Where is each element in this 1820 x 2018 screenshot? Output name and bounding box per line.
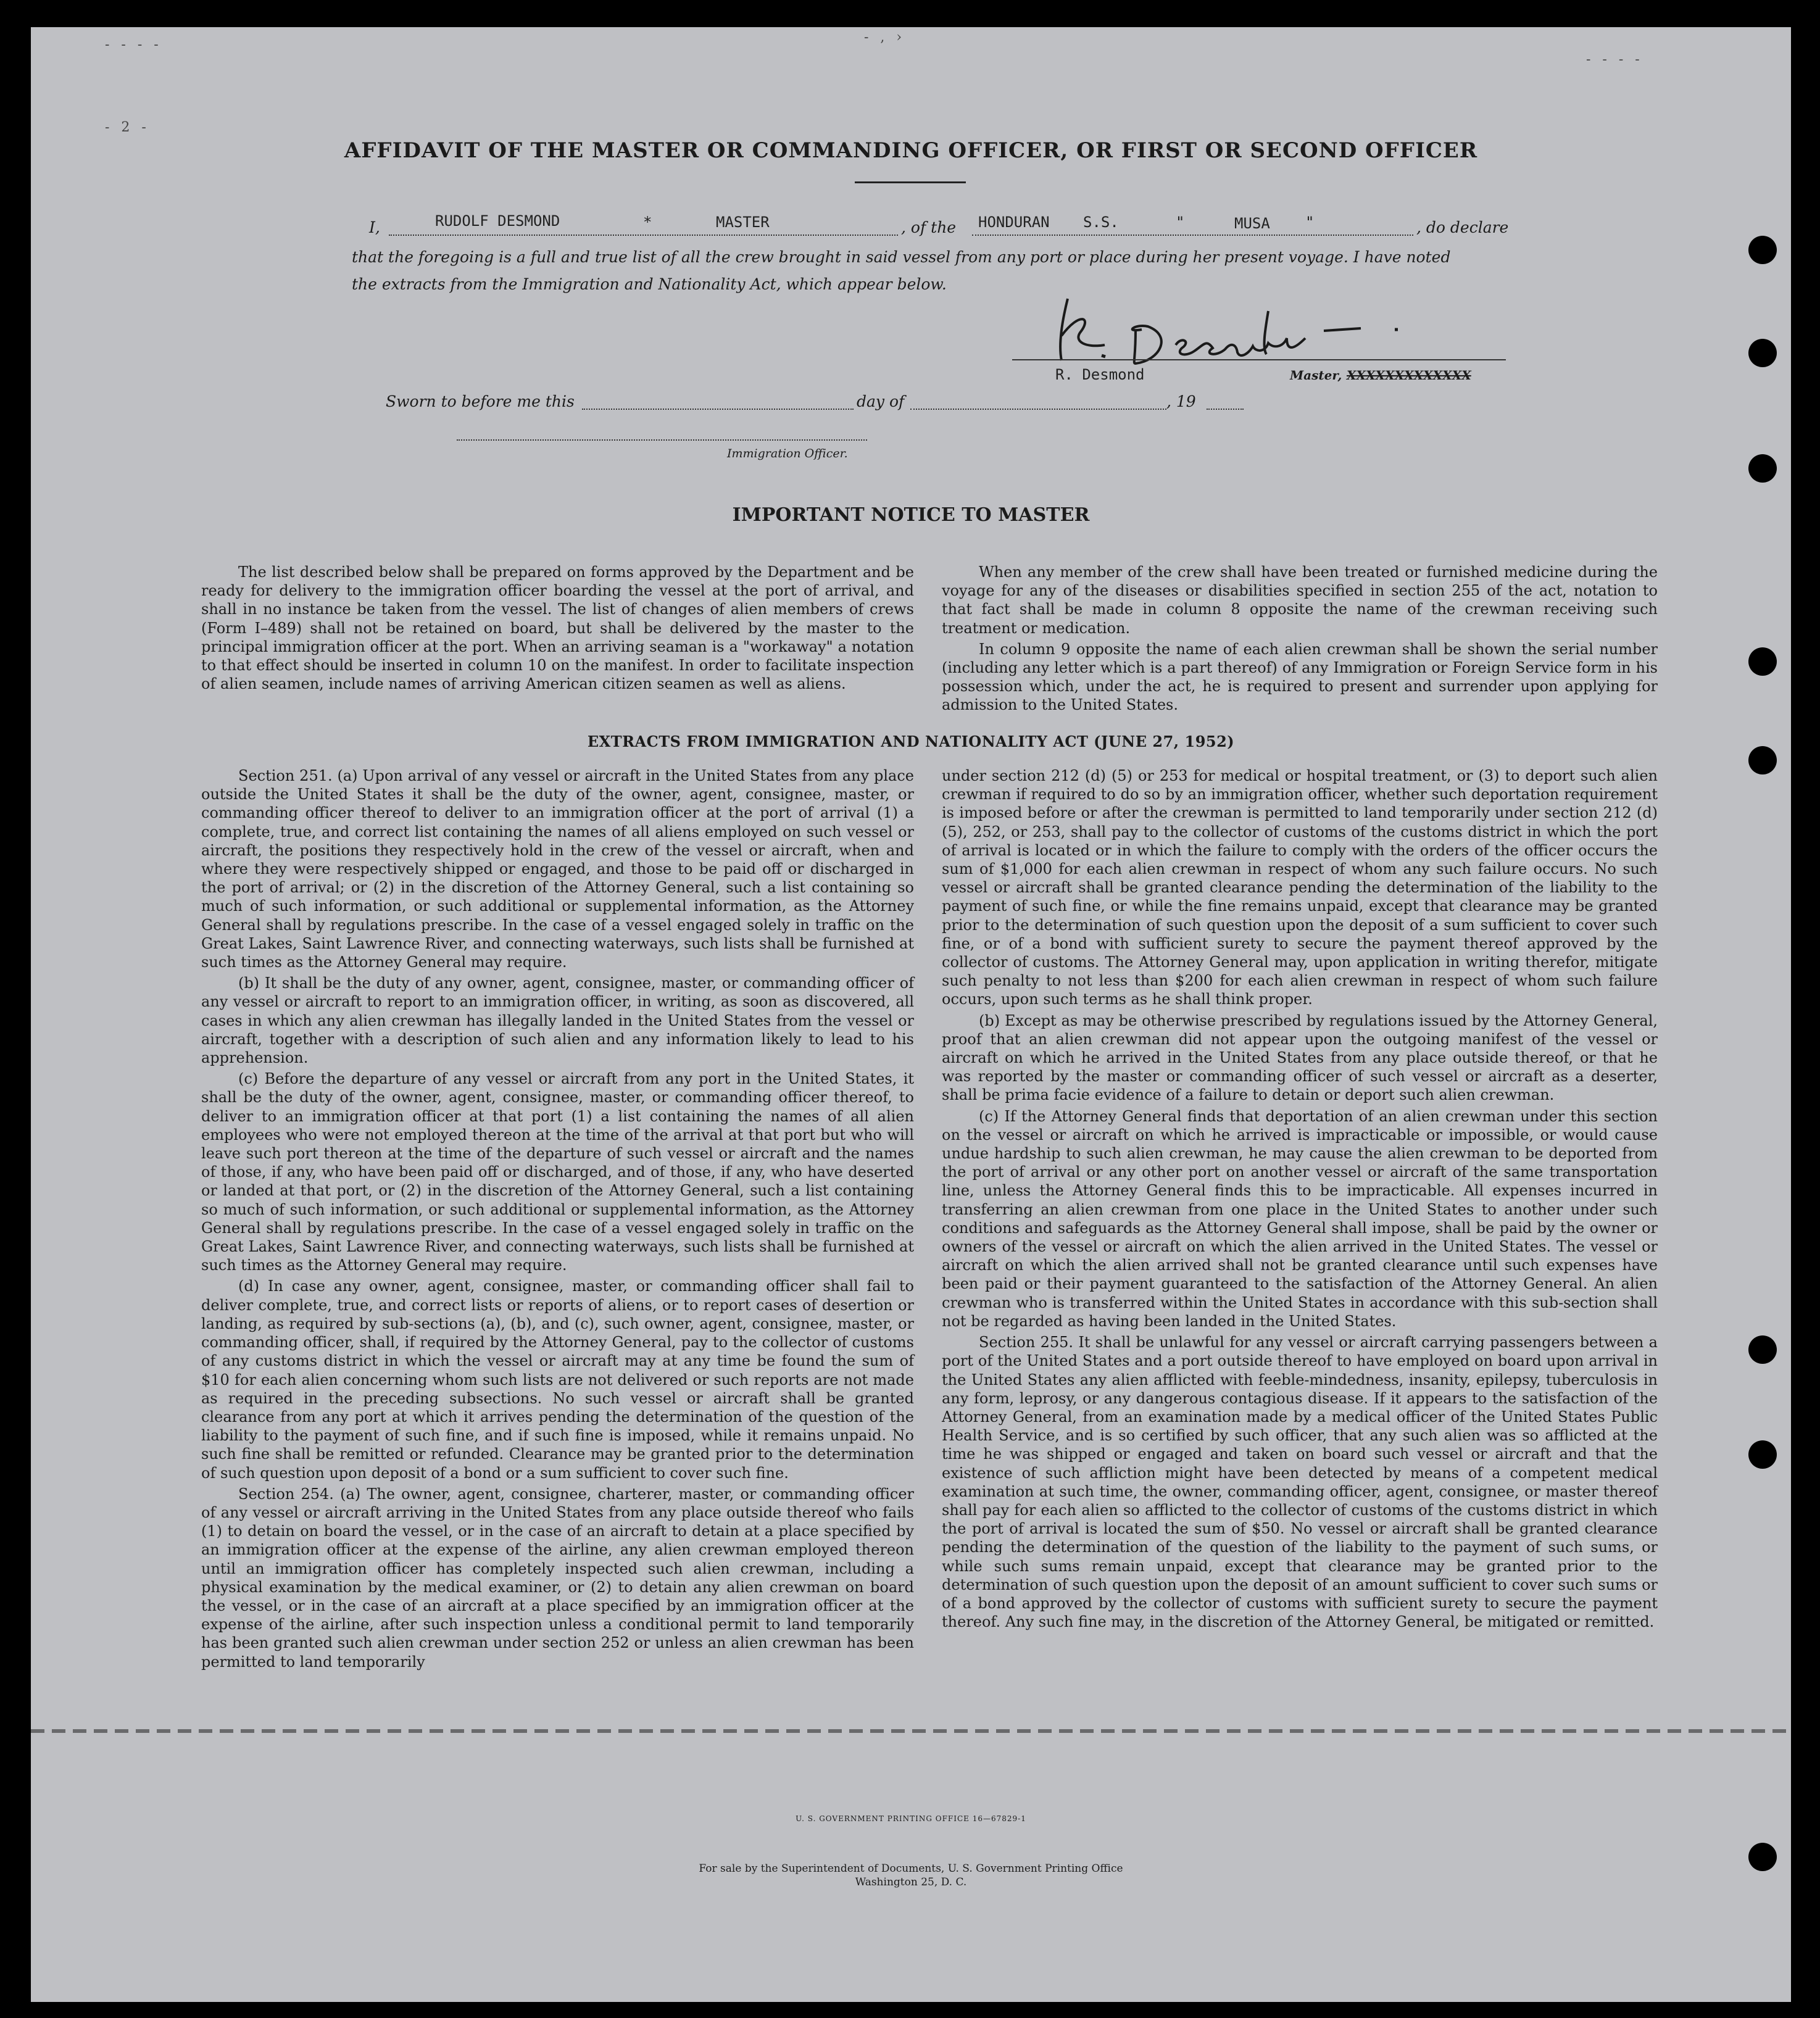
extract-para: Section 255. It shall be unlawful for any vessel or aircraft carrying passengers between a port of the United States and a port outside thereof to have employed on board upon arrival in the United States any alien afflicted with feeble-mindedness, insanity, epilepsy, tuberculosis in any form, leprosy, or any dangerous contagious disease. If it appears to the satisfaction of the Attorney General, from an examination made by a medical officer of the United States Public Health Service, and is so certified by such officer, that any such alien was so afflicted at the time he was shipped or engaged and taken on board such vessel or aircraft and that the existence of such affliction might have been detected by means of a competent medical examination at such time, the owner, commanding officer, agent, consignee, or master thereof shall pay for each alien so afflicted to the collector of customs of the customs district in which the port of arrival is located the sum of $50. No vessel or aircraft shall be granted clearance pending the determination of the question of the liability to the payment of such sums, or while such sums remain unpaid, except that clearance may be granted prior to the determination of such question upon the deposit of an amount sufficient to cover such sums or of a bond approved by the collector of customs with sufficient surety to secure the payment thereof. Any such fine may, in the discretion of the Attorney General, be mitigated or remitted. xyxy=(942,1334,1658,1631)
punch-hole xyxy=(1748,236,1777,264)
decl-i: I, xyxy=(369,218,380,236)
day-of-label: day of xyxy=(857,392,905,410)
extract-para: Section 251. (a) Upon arrival of any vessel or aircraft in the United States from any place outside the United States it shall be the duty of the owner, agent, consignee, master, or commanding officer thereof to deliver to an immigration officer at the port of arrival (1) a complete, true, and correct list containing the names of all aliens employed on such vessel or aircraft, the positions they respectively hold in the crew of the vessel or aircraft, when and where they were respectively shipped or engaged, and those to be paid off or discharged in the port of arrival; or (2) in the discretion of the Attorney General, such a list containing so much of such information, or such additional or supplemental information, as the Attorney General shall by regulations prescribe. In the case of a vessel engaged solely in traffic on the Great Lakes, Saint Lawrence River, and connecting waterways, such lists shall be furnished at such times as the Attorney General may require. xyxy=(201,767,914,971)
extract-para: (c) If the Attorney General finds that deportation of an alien crewman under this section on the vessel or aircraft on which he arrived is impracticable or impossible, or would cause undue hardship to such alien crewman, he may cause the alien crewman to be deported from the port of arrival or any other port on another vessel or aircraft of the same transportation line, unless the Attorney General finds this to be impracticable. All expenses incurred in transferring an alien crewman from one place in the United States to another under such conditions and safeguards as the Attorney General shall impose, shall be paid by the owner or owners of the vessel or aircraft on which the alien arrived in the United States. The vessel or aircraft on which the alien arrived shall not be granted clearance until such expenses have been paid or their payment guaranteed to the satisfaction of the Attorney General. An alien crewman who is transferred within the United States in accordance with this sub-section shall not be regarded as having been landed in the United States. xyxy=(942,1107,1658,1330)
extract-para: under section 212 (d) (5) or 253 for medical or hospital treatment, or (3) to deport such alien crewman if required to do so by an immigration officer, whether such deportation requirement is imposed before or after the crewman is permitted to land temporarily under section 212 (d) (5), 252, or 253, shall pay to the collector of customs of the customs district in which the port of arrival is located or in which the failure to comply with the orders of the officer occurs the sum of $1,000 for each alien crewman in respect of whom any such failure occurs. No such vessel or aircraft shall be granted clearance pending the determination of the liability to the payment of such fine, or while the fine remains unpaid, except that clearance may be granted prior to the determination of such question upon the deposit of a sum sufficient to cover such fine, or of a bond with sufficient surety to secure the payment thereof approved by the collector of customs. The Attorney General may, upon application in writing therefor, mitigate such penalty to not less than $200 for each alien crewman in respect of whom such failure occurs, upon such terms as he shall think proper. xyxy=(942,767,1658,1008)
star-mark: * xyxy=(643,214,652,231)
extracts-left-column xyxy=(201,766,914,1674)
extract-para: (b) Except as may be otherwise prescribed by regulations issued by the Attorney General, proof that an alien crewman did not appear upon the outgoing manifest of the vessel or aircraft on which he arrived in the United States from any place outside thereof, or that he was reported by the master or commanding officer of such vessel or aircraft as a deserter, shall be prima facie evidence of a failure to detain or deport such alien crewman. xyxy=(942,1011,1658,1104)
vessel-type: S.S. xyxy=(1083,214,1119,231)
punch-hole xyxy=(1748,454,1777,483)
extract-para: (c) Before the departure of any vessel or aircraft from any port in the United States, it shall be the duty of the owner, agent, consignee, master, or commanding officer thereof, to deliver to an immigration officer at that port (1) a list containing the names of all alien employees who were not employed thereon at the time of the arrival at that port but who will leave such port thereon at the time of the departure of such vessel or aircraft and the names of those, if any, who have been paid off or discharged, and of those, if any, who have deserted or landed at that port, or (2) in the discretion of the Attorney General, such a list containing so much of such information, or such additional or supplemental information, as the Attorney General shall by regulations prescribe. In the case of a vessel engaged solely in traffic on the Great Lakes, Saint Lawrence River, and connecting waterways, such lists shall be furnished at such times as the Attorney General may require. xyxy=(201,1070,914,1274)
sworn-date-line xyxy=(582,409,854,410)
notice-right-column xyxy=(942,563,1658,717)
decl-do-declare: , do declare xyxy=(1416,218,1509,236)
printer-line: U. S. GOVERNMENT PRINTING OFFICE 16—67829-1 xyxy=(796,1814,1026,1823)
extract-para: Section 254. (a) The owner, agent, consignee, charterer, master, or commanding officer of any vessel or aircraft arriving in the United States from any place outside thereof who fails (1) to detain on board the vessel, or in the case of an aircraft to detain at a place specified by an immigration officer at the expense of the airline, any alien crewman employed thereon until an immigration officer has completely inspected such alien crewman, including a physical examination by the medical examiner, or (2) to detain any alien crewman on board the vessel, or in the case of an aircraft at a place specified by an immigration officer at the expense of the airline, after such inspection unless a conditional permit to land temporarily has been granted such alien crewman under section 252 or unless an alien crewman has been permitted to land temporarily xyxy=(201,1485,914,1671)
corner-mark-top: - , › xyxy=(864,30,906,45)
signer-title-struck: XXXXXXXXXXXXX xyxy=(1347,368,1471,383)
title-rule xyxy=(855,181,966,183)
year-label: , 19 xyxy=(1166,392,1196,410)
punch-hole xyxy=(1748,1440,1777,1469)
decl-of-the: , of the xyxy=(901,218,957,236)
decl-line-3: the extracts from the Immigration and Nationality Act, which appear below. xyxy=(352,275,947,293)
month-line xyxy=(910,409,1166,410)
master-name: RUDOLF DESMOND xyxy=(435,212,560,230)
extract-para: (d) In case any owner, agent, consignee, master, or commanding officer shall fail to deliver complete, true, and correct lists or reports of aliens, or to report cases of desertion or landing, as required by sub-sections (a), (b), and (c), such owner, agent, consignee, master, or commanding officer, shall, if required by the Attorney General, pay to the collector of customs of any customs district in which the vessel or aircraft may at any time be found the sum of $10 for each alien concerning whom such lists are not delivered or such reports are not made as required in the preceding subsections. No such vessel or aircraft shall be granted clearance from any port at which it arrives pending the determination of the question of the liability to the payment of such fine, and if such fine is imposed, while it remains unpaid. No such fine shall be remitted or refunded. Clearance may be granted prior to the determination of such question upon deposit of a bond or a sum sufficient to cover such fine. xyxy=(201,1277,914,1482)
officer-line xyxy=(457,439,867,441)
decl-line-2: that the foregoing is a full and true list of all the crew brought in said vessel from any port or place during her present voyage. I have noted xyxy=(352,248,1451,266)
sale-notice xyxy=(31,1862,1791,1889)
signer-title: Master, xyxy=(1290,368,1342,383)
officer-caption: Immigration Officer. xyxy=(727,447,848,460)
affidavit-title: AFFIDAVIT OF THE MASTER OR COMMANDING OFFICER, OR FIRST OR SECOND OFFICER xyxy=(344,138,1478,163)
signer-typed-name: R. Desmond xyxy=(1055,366,1145,383)
sale-notice-line: Washington 25, D. C. xyxy=(855,1876,967,1888)
notice-para: The list described below shall be prepared on forms approved by the Department and be ready for delivery to the immigration officer boarding the vessel at the port of arrival, and shall in no instance be taken from the vessel. The list of changes of alien members of crews (Form I–489) shall not be retained on board, but shall be delivered by the master to the principal immigration officer at the port. When an arriving seaman is a "workaway" a notation to that effect should be inserted in column 10 on the manifest. In order to facilitate inspection of alien seamen, include names of arriving American citizen seamen as well as aliens. xyxy=(201,563,914,693)
extracts-right-column xyxy=(942,766,1658,1634)
notice-para: When any member of the crew shall have been treated or furnished medicine during the voyage for any of the diseases or disabilities specified in section 255 of the act, notation to that fact shall be made in column 8 opposite the name of the crewman receiving such treatment or medication. xyxy=(942,563,1658,637)
punch-hole xyxy=(1748,339,1777,367)
extract-para: (b) It shall be the duty of any owner, agent, consignee, master, or commanding officer of any vessel or aircraft to report to an immigration officer, in writing, as soon as discovered, all cases in which any alien crewman has illegally landed in the United States from the vessel or aircraft, together with a description of such alien and any information likely to lead to his apprehension. xyxy=(201,974,914,1067)
signature-line xyxy=(1012,359,1506,360)
name-rank-line xyxy=(389,235,898,236)
notice-title: IMPORTANT NOTICE TO MASTER xyxy=(732,504,1090,526)
year-line xyxy=(1207,409,1244,410)
vessel-name: MUSA xyxy=(1234,215,1270,232)
extracts-title: EXTRACTS FROM IMMIGRATION AND NATIONALITY ACT (JUNE 27, 1952) xyxy=(587,733,1235,750)
notice-left-column xyxy=(201,563,914,696)
punch-hole xyxy=(1748,1335,1777,1364)
punch-hole xyxy=(1748,647,1777,676)
quote-open: " xyxy=(1176,214,1185,231)
sale-notice-line: For sale by the Superintendent of Documents, U. S. Government Printing Office xyxy=(699,1862,1123,1875)
corner-mark-right: - - - - xyxy=(1586,52,1643,67)
vessel-line xyxy=(972,235,1413,236)
document-page xyxy=(31,27,1791,2002)
vessel-flag: HONDURAN xyxy=(978,214,1050,231)
scan-tear-line xyxy=(31,1729,1791,1733)
quote-close: " xyxy=(1305,214,1315,231)
notice-para: In column 9 opposite the name of each alien crewman shall be shown the serial number (including any letter which is a part thereof) of any Immigration or Foreign Service form in his possession which, under the act, he is required to present and surrender upon applying for admission to the United States. xyxy=(942,640,1658,714)
corner-mark-left: - - - - xyxy=(105,37,162,52)
sworn-label: Sworn to before me this xyxy=(386,392,575,410)
master-rank: MASTER xyxy=(716,214,770,231)
page-mark: - 2 - xyxy=(105,120,150,135)
